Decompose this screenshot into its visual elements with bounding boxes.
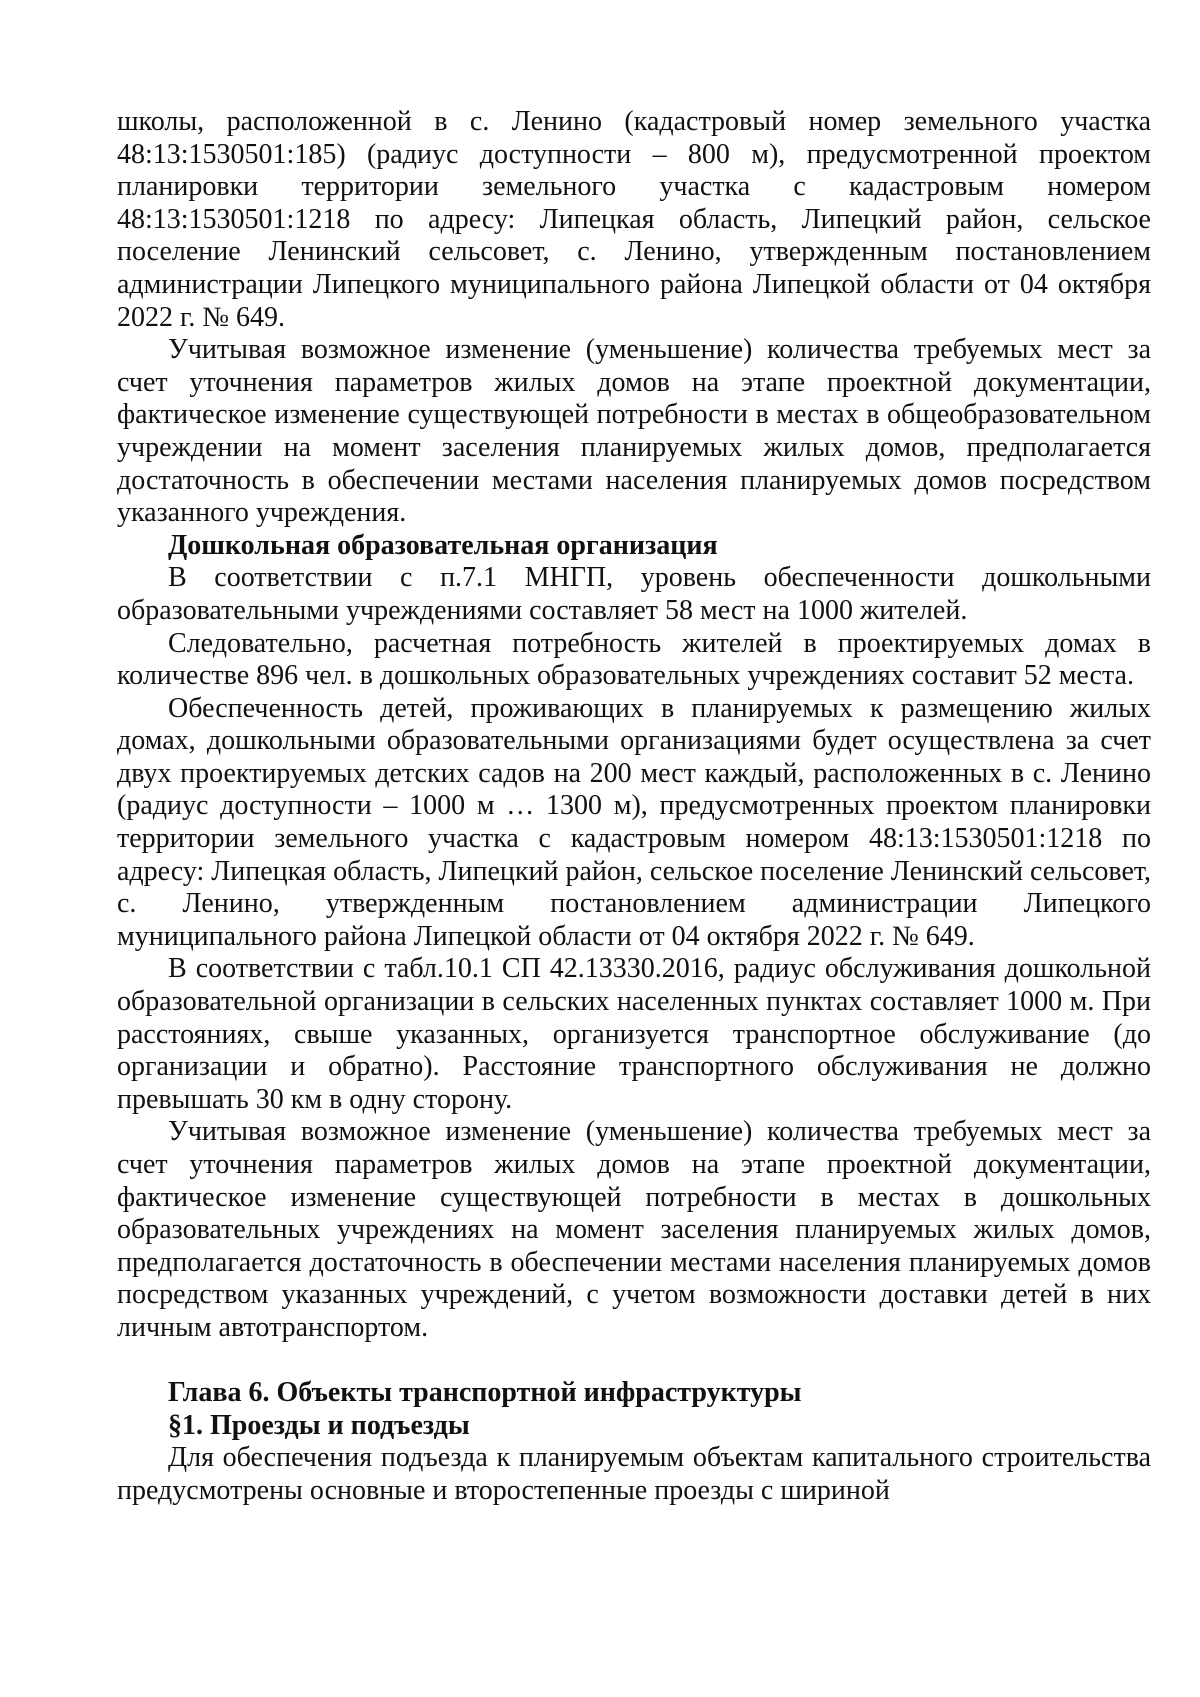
- paragraph-preschool-provision: Обеспеченность детей, проживающих в планируемых к размещению жилых домах, дошкольными образовательными организациями будет осуществлена за счет двух проектируемых детских садов на 200 мест каждый, расположенных в с. Ленино (радиус доступности – 1000 м … 1300 м), предусмотренных проектом планировки территории земельного участка с кадастровым номером 48:13:1530501:1218 по адресу: Липецкая область, Липецкий район, сельское поселение Ленинский сельсовет, с. Ленино, утвержденным постановлением администрации Липецкого муниципального района Липецкой области от 04 октября 2022 г. № 649.: [117, 692, 1152, 952]
- paragraph-preschool-demand: Следовательно, расчетная потребность жителей в проектируемых домах в количестве 896 чел. в дошкольных образовательных учреждениях составит 52 места.: [117, 627, 1151, 692]
- heading-section-1: §1. Проезды и подъезды: [168, 1409, 470, 1441]
- paragraph-preschool-sufficiency: Учитывая возможное изменение (уменьшение) количества требуемых мест за счет уточнения параметров жилых домов на этапе проектной документации, фактическое изменение существующей потребности в местах в дошкольных образовательных учреждениях на момент заселения планируемых жилых домов, предполагается достаточность в обеспечении местами населения планируемых домов посредством указанных учреждений, с учетом возможности доставки детей в них личным автотранспортом.: [117, 1116, 1151, 1343]
- paragraph-driveways: Для обеспечения подъезда к планируемым объектам капитального строительства предусмотрены основные и второстепенные проезды с шириной: [117, 1442, 1151, 1506]
- paragraph-school-continuation: школы, расположенной в с. Ленино (кадастровый номер земельного участка 48:13:1530501:185) (радиус доступности – 800 м), предусмотренной проектом планировки территории земельного участка с кадастровым номером 48:13:1530501:1218 по адресу: Липецкая область, Липецкий район, сельское поселение Ленинский сельсовет, с. Ленино, утвержденным постановлением администрации Липецкого муниципального района Липецкой области от 04 октября 2022 г. № 649.: [117, 106, 1151, 333]
- heading-preschool: Дошкольная образовательная организация: [168, 529, 718, 561]
- document-page: [117, 106, 1151, 1508]
- paragraph-school-sufficiency: Учитывая возможное изменение (уменьшение) количества требуемых мест за счет уточнения параметров жилых домов на этапе проектной документации, фактическое изменение существующей потребности в местах в общеобразовательном учреждении на момент заселения планируемых жилых домов, предполагается достаточность в обеспечении местами населения планируемых домов посредством указанного учреждения.: [117, 334, 1151, 529]
- blank-line: [117, 1345, 1151, 1378]
- paragraph-preschool-norm: В соответствии с п.7.1 МНГП, уровень обеспеченности дошкольными образовательными учреждениями составляет 58 мест на 1000 жителей.: [117, 562, 1151, 626]
- paragraph-preschool-radius: В соответствии с табл.10.1 СП 42.13330.2016, радиус обслуживания дошкольной образовательной организации в сельских населенных пунктах составляет 1000 м. При расстояниях, свыше указанных, организуется транспортное обслуживание (до организации и обратно). Расстояние транспортного обслуживания не должно превышать 30 км в одну сторону.: [117, 953, 1151, 1115]
- heading-chapter-6: Глава 6. Объекты транспортной инфраструктуры: [168, 1377, 802, 1409]
